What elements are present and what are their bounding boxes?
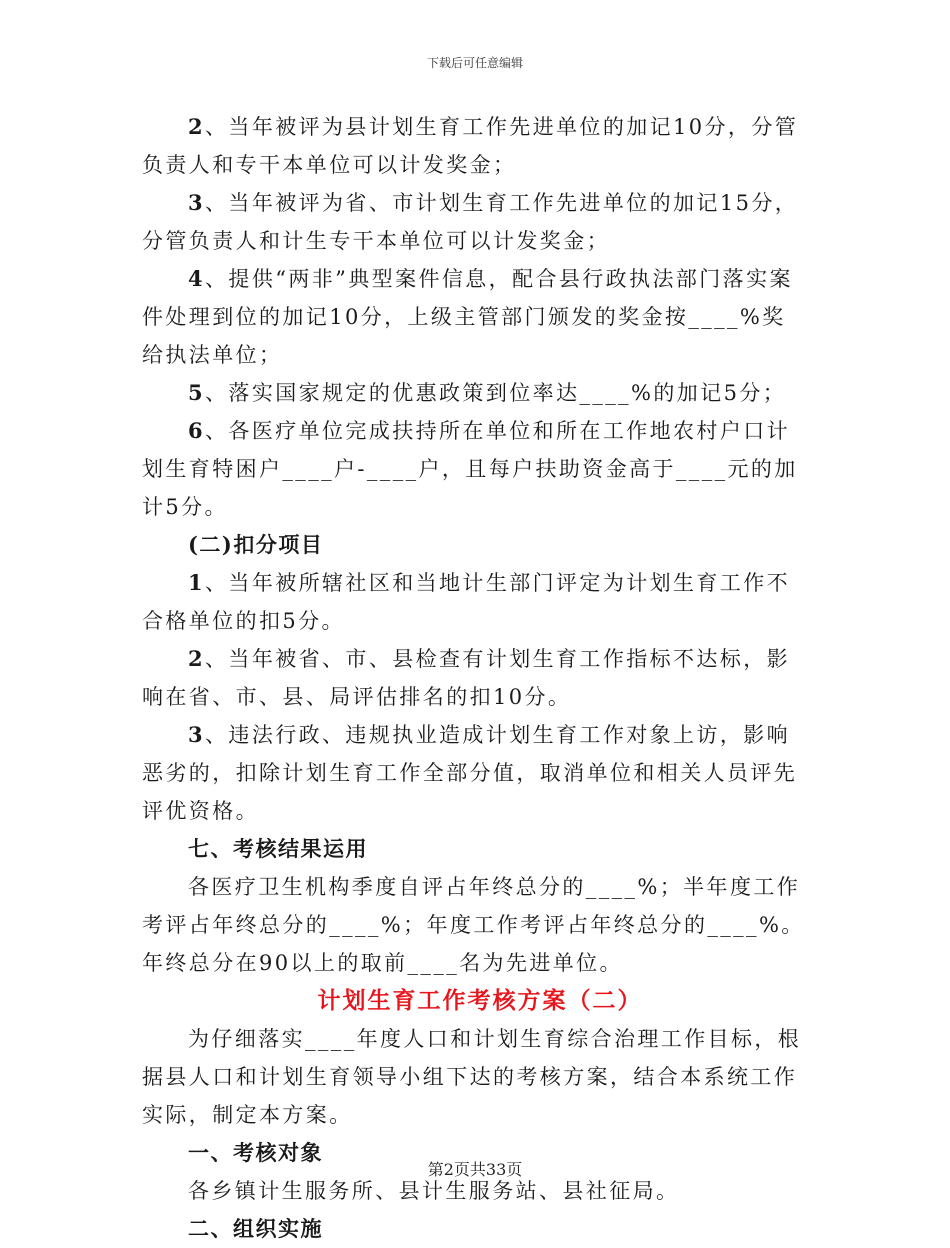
page-footer: 第2页共33页 xyxy=(427,1160,523,1179)
deduct-item-2: 2、当年被省、市、县检查有计划生育工作指标不达标，影响在省、市、县、局评估排名的扣10分。 xyxy=(142,646,791,709)
document-body xyxy=(142,108,808,1248)
page-header: 下载后可任意编辑 xyxy=(426,56,523,70)
bonus-item-6: 6、各医疗单位完成扶持所在单位和所在工作地农村户口计划生育特困户____户-____户，且每户扶助资金高于____元的加计5分。 xyxy=(142,418,798,519)
bonus-item-3: 3、当年被评为省、市计划生育工作先进单位的加记15分，分管负责人和计生专干本单位可以计发奖金； xyxy=(142,190,799,253)
document-title: 计划生育工作考核方案（二） xyxy=(317,987,643,1014)
results-paragraph: 各医疗卫生机构季度自评占年终总分的____%；半年度工作考评占年终总分的____%；年度工作考评占年终总分的____%。年终总分在90以上的取前____名为先进单位。 xyxy=(142,875,805,975)
section-one-text: 各乡镇计生服务所、县计生服务站、县社征局。 xyxy=(188,1179,680,1203)
bonus-item-2: 2、当年被评为县计划生育工作先进单位的加记10分，分管负责人和专干本单位可以计发奖金； xyxy=(142,114,799,177)
bonus-item-5: 5、落实国家规定的优惠政策到位率达____%的加记5分； xyxy=(188,380,787,405)
section-two-heading: 二、组织实施 xyxy=(188,1216,323,1241)
results-heading: 七、考核结果运用 xyxy=(188,836,368,861)
deduct-item-3: 3、违法行政、违规执业造成计划生育工作对象上访，影响恶劣的，扣除计划生育工作全部分值，取消单位和相关人员评先评优资格。 xyxy=(142,722,798,823)
intro-paragraph: 为仔细落实____年度人口和计划生育综合治理工作目标，根据县人口和计划生育领导小组下达的考核方案，结合本系统工作实际，制定本方案。 xyxy=(142,1027,802,1127)
section-one-heading: 一、考核对象 xyxy=(188,1140,323,1165)
bonus-item-4: 4、提供“两非”典型案件信息，配合县行政执法部门落实案件处理到位的加记10分，上级主管部门颁发的奖金按____%奖给执法单位； xyxy=(142,266,793,367)
deduct-item-1: 1、当年被所辖社区和当地计生部门评定为计划生育工作不合格单位的扣5分。 xyxy=(142,570,791,633)
deduct-heading: (二)扣分项目 xyxy=(188,532,324,557)
